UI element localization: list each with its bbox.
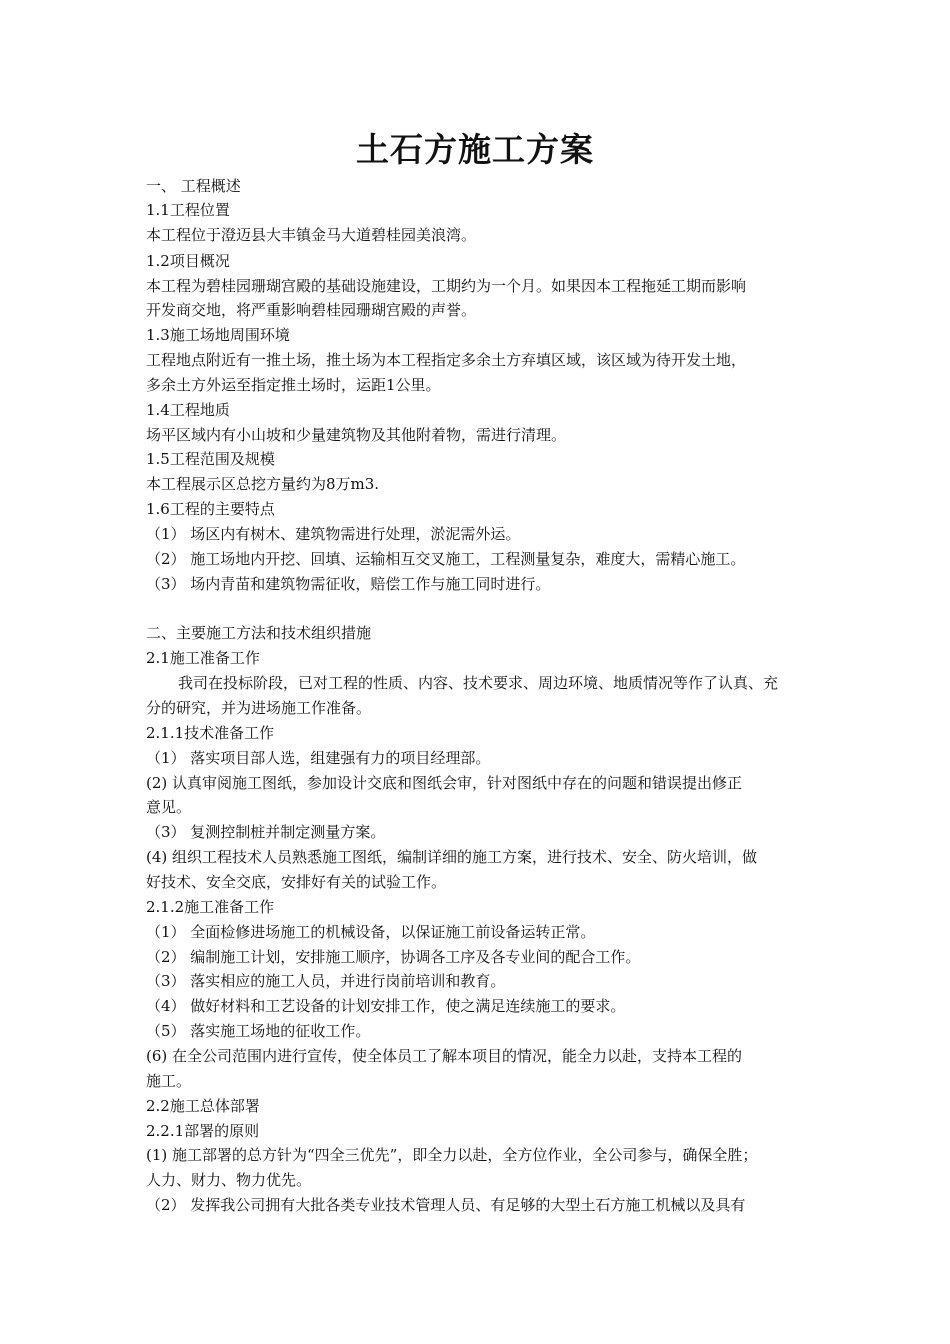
subsection-heading: 1.6工程的主要特点 <box>146 500 275 518</box>
subsection-heading: 2.1.2施工准备工作 <box>146 898 275 916</box>
body-line: 工程地点附近有一推土场，推土场为本工程指定多余土方弃填区域，该区域为待开发土地， <box>146 351 747 369</box>
list-item: （3） 复测控制桩并制定测量方案。 <box>146 823 386 841</box>
section-heading-2: 二、主要施工方法和技术组织措施 <box>146 624 372 642</box>
section-heading-1: 一、 工程概述 <box>146 177 241 195</box>
list-item: （3） 落实相应的施工人员，并进行岗前培训和教育。 <box>146 972 506 990</box>
body-line: 施工。 <box>146 1072 192 1090</box>
list-item: (2) 认真审阅施工图纸，参加设计交底和图纸会审，针对图纸中存在的问题和错误提出修正 <box>146 774 743 792</box>
list-item: (4) 组织工程技术人员熟悉施工图纸，编制详细的施工方案，进行技术、安全、防火培训，做 <box>146 848 758 866</box>
body-line: 开发商交地，将严重影响碧桂园珊瑚宫殿的声誉。 <box>146 301 477 319</box>
body-line: 意见。 <box>146 798 192 816</box>
body-line: 本工程为碧桂园珊瑚宫殿的基础设施建设，工期约为一个月。如果因本工程拖延工期而影响 <box>146 277 747 295</box>
list-item: （4） 做好材料和工艺设备的计划安排工作，使之满足连续施工的要求。 <box>146 997 626 1015</box>
list-item: （1） 全面检修进场施工的机械设备，以保证施工前设备运转正常。 <box>146 923 596 941</box>
list-item: （5） 落实施工场地的征收工作。 <box>146 1022 371 1040</box>
list-item: (1) 施工部署的总方针为“四全三优先”，即全力以赴，全方位作业，全公司参与，确保全胜； <box>146 1146 758 1164</box>
list-item: （3） 场内青苗和建筑物需征收，赔偿工作与施工同时进行。 <box>146 575 551 593</box>
body-line: 多余土方外运至指定推土场时，运距1公里。 <box>146 376 441 394</box>
subsection-heading: 2.2.1部署的原则 <box>146 1122 260 1140</box>
list-item: （1） 场区内有树木、建筑物需进行处理，淤泥需外运。 <box>146 525 521 543</box>
subsection-heading: 2.1施工准备工作 <box>146 649 260 667</box>
subsection-heading: 2.2施工总体部署 <box>146 1097 260 1115</box>
body-line: 本工程位于澄迈县大丰镇金马大道碧桂园美浪湾。 <box>146 226 477 244</box>
subsection-heading: 1.4工程地质 <box>146 401 230 419</box>
list-item: （2） 施工场地内开挖、回填、运输相互交叉施工，工程测量复杂，难度大，需精心施工。 <box>146 550 746 568</box>
list-item: （2） 编制施工计划，安排施工顺序，协调各工序及各专业间的配合工作。 <box>146 948 641 966</box>
subsection-heading: 1.2项目概况 <box>146 252 230 270</box>
subsection-heading: 2.1.1技术准备工作 <box>146 724 275 742</box>
list-item: （2） 发挥我公司拥有大批各类专业技术管理人员、有足够的大型土石方施工机械以及具有 <box>146 1196 746 1214</box>
subsection-heading: 1.1工程位置 <box>146 201 230 219</box>
body-line: 好技术、安全交底，安排好有关的试验工作。 <box>146 873 447 891</box>
subsection-heading: 1.5工程范围及规模 <box>146 450 275 468</box>
body-line: 我司在投标阶段，已对工程的性质、内容、技术要求、周边环境、地质情况等作了认真、充 <box>178 674 779 692</box>
list-item: (6) 在全公司范围内进行宣传，使全体员工了解本项目的情况，能全力以赴，支持本工程的 <box>146 1047 743 1065</box>
body-line: 人力、财力、物力优先。 <box>146 1171 312 1189</box>
subsection-heading: 1.3施工场地周围环境 <box>146 326 290 344</box>
list-item: （1） 落实项目部人选，组建强有力的项目经理部。 <box>146 749 491 767</box>
body-line: 分的研究，并为进场施工作准备。 <box>146 699 372 717</box>
body-line: 场平区域内有小山坡和少量建筑物及其他附着物，需进行清理。 <box>146 426 567 444</box>
document-title: 土石方施工方案 <box>356 130 594 169</box>
body-line: 本工程展示区总挖方量约为8万m3. <box>146 475 380 493</box>
